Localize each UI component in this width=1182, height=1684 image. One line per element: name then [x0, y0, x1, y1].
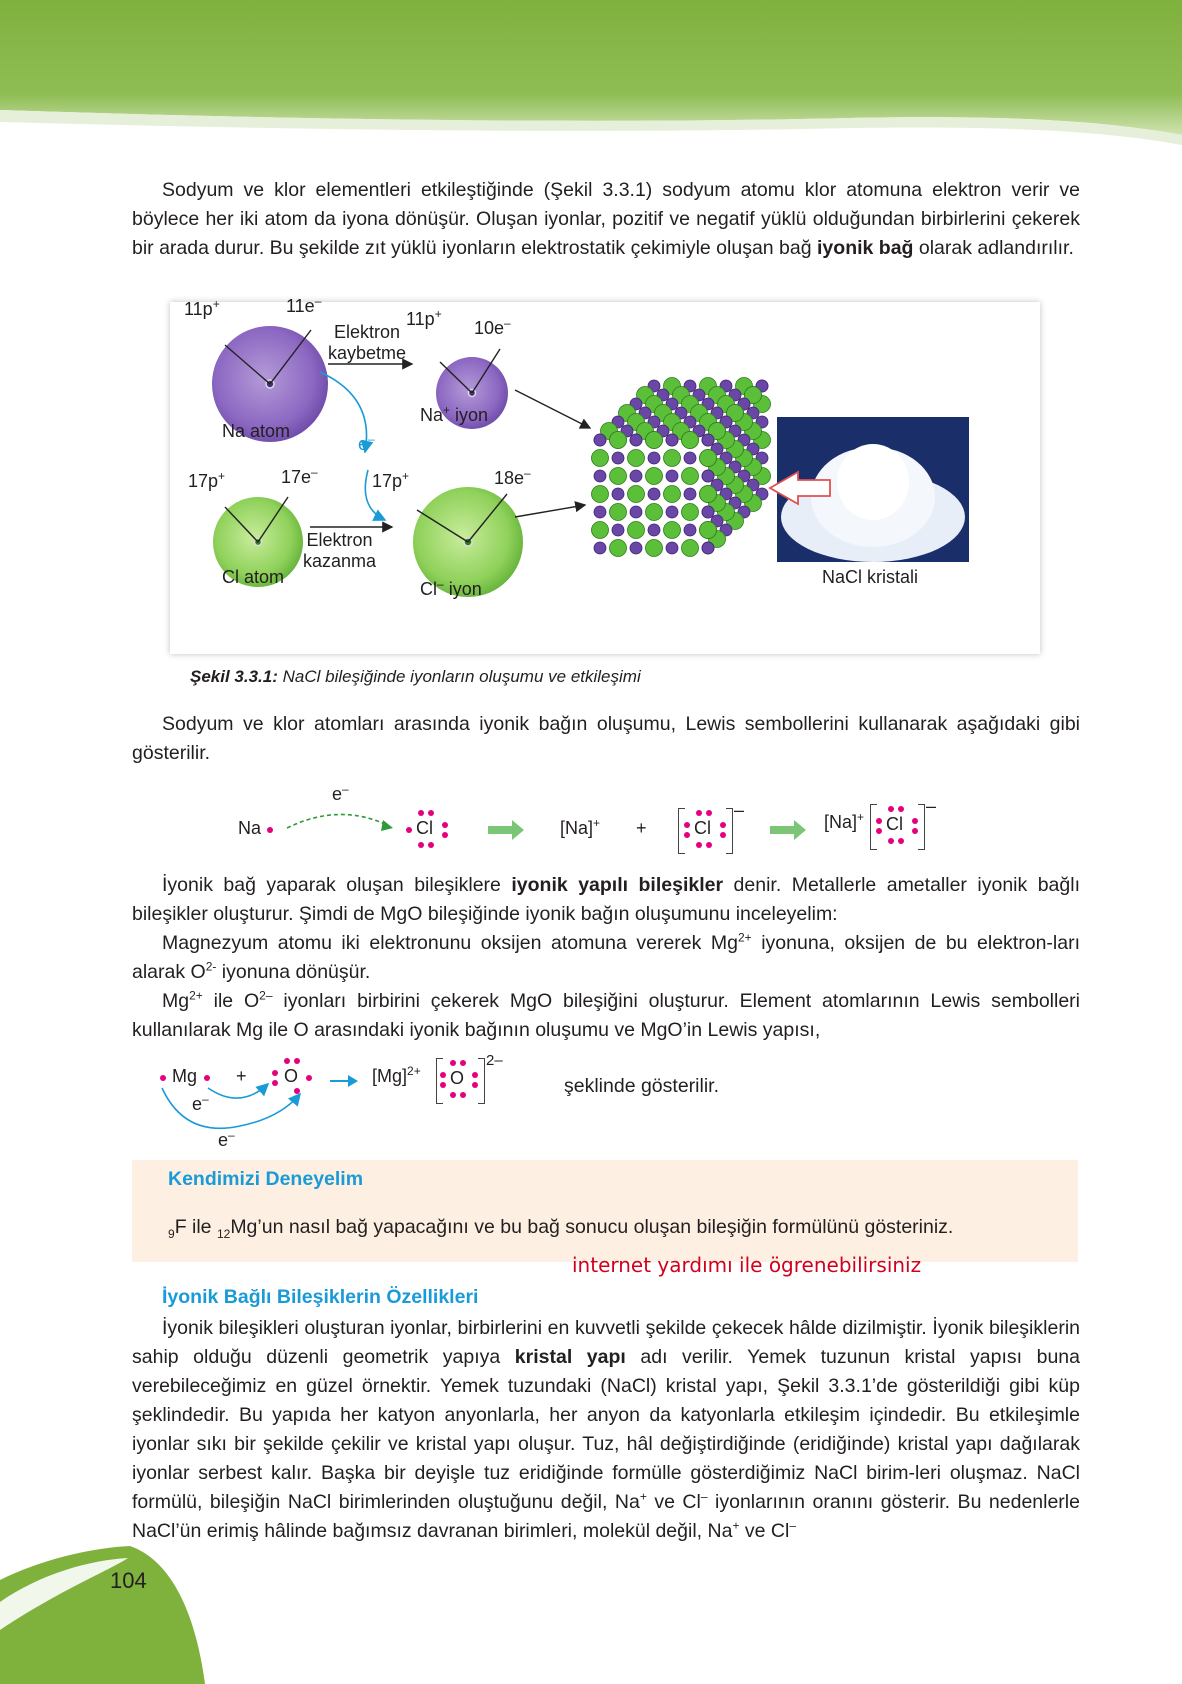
- ionic-compounds-text: İyonik bağ yaparak oluşan bileşiklere iyonik yapılı bileşikler denir. Metallerle ametaller iyonik bağlı bileşikler oluşturur. Şimdi de MgO bileşiğinde iyonik bağın oluşumunu inceleyelim: Magnezyum atomu iki elektronunu oksijen atomuna vererek $Mg^{2+}$ iyonuna, oksijen de bu elektron-ları alarak $O^{2-}$ iyonuna dönüşür. $Mg^{2+}$ ile $O^{2-}$ iyonları birbirini çekerek MgO bileşiğini oluşturur. Element atomlarının Lewis sembolleri kullanılarak Mg ile O arasındaki iyonik bağının oluşumu ve MgO’in Lewis yapısı,: [132, 874, 1081, 1041]
- label-cl-ion: Cl– iyon: [420, 577, 482, 599]
- electron-transfer-arrow: [285, 802, 405, 838]
- lewis-product-na: [Na]+: [824, 810, 865, 832]
- try-yourself-title: Kendimizi Deneyelim: [168, 1168, 364, 1190]
- lewis-product-charge: –: [926, 796, 937, 816]
- lewis-o-ion: O: [450, 1068, 465, 1088]
- mgo-reaction-arrow: [330, 1074, 360, 1088]
- lewis-electron: e–: [332, 782, 349, 804]
- mgo-electron-arrows: [150, 1058, 330, 1148]
- properties-paragraph: İyonik bileşikleri oluşturan iyonlar, birbirlerini en kuvvetli şekilde çekecek hâlde dizilmiştir. İyonik bileşiklerin sahip olduğu düzenli geometrik yapıya kristal yapı adı verilir. Yemek tuzunun kristal yapısı buna verebileceğimiz en güzel örnektir. Yemek tuzundaki (NaCl) kristal yapı, Şekil 3.3.1’de gösterildiği gibi küp şeklindedir. Bu yapıda her katyon anyonlarla, her anyon da katyonlarla etkileşim içindedir. Bu etkileşimle iyonlar sıkı bir şekilde çekilir ve kristal yapı oluşur. Tuz, hâl değiştirdiğinde (eridiğinde) kristal yapı dağılarak iyonlar serbest kalır. Başka bir deyişle tuz eridiğinde formülle gösterdiğimiz NaCl birim-leri oluşmaz. NaCl formülü, bileşiğin NaCl birimlerinden oluştuğunu değil, Na+ ve Cl– iyonlarının oranını gösterir. Bu nedenlerle NaCl’ün erimiş hâlinde bağımsız davranan birimleri, molekül değil, Na+ ve Cl–: [132, 1317, 1080, 1542]
- label-cl-atom-protons: 17p+: [188, 469, 226, 491]
- nacl-crystal-lattice: [592, 378, 771, 557]
- label-na-atom: Na atom: [222, 421, 291, 441]
- label-na-ion-protons: 11p+: [406, 307, 442, 329]
- bold-term-ionic-compounds: iyonik yapılı bileşikler: [511, 874, 724, 896]
- try-yourself-box: [132, 1160, 1078, 1262]
- lewis-cl-atom: Cl: [416, 818, 433, 838]
- figure-nacl-formation: [170, 294, 1040, 654]
- properties-heading: İyonik Bağlı Bileşiklerin Özellikleri: [162, 1286, 479, 1308]
- lewis-mg: Mg: [172, 1066, 198, 1086]
- lewis-na-ion: [Na]+: [560, 816, 601, 838]
- lewis-mgo-electron-1: e–: [192, 1092, 209, 1114]
- lewis-cl-ion-charge: –: [734, 800, 745, 820]
- lewis-mgo-plus: +: [236, 1066, 247, 1086]
- label-cl-ion-electrons: 18e–: [494, 466, 531, 488]
- lewis-o-atom: O: [284, 1066, 299, 1086]
- label-cl-ion-protons: 17p+: [372, 469, 410, 491]
- bold-term-crystal: kristal yapı: [514, 1346, 626, 1368]
- figure-caption: Şekil 3.3.1: NaCl bileşiğinde iyonların oluşumu ve etkileşimi: [190, 667, 641, 686]
- label-electron: e–: [358, 432, 375, 454]
- mgo-suffix-text: şeklinde gösterilir.: [564, 1075, 719, 1097]
- label-cl-atom: Cl atom: [222, 567, 285, 587]
- reaction-arrow-2: [770, 820, 808, 840]
- label-na-atom-protons: 11p+: [184, 297, 220, 319]
- page-number: 104: [110, 1568, 147, 1593]
- lewis-plus: +: [636, 818, 647, 838]
- label-nacl-crystal: NaCl kristali: [822, 567, 919, 587]
- nacl-lewis-equation: [230, 780, 950, 860]
- label-electron-loss: Elektron kaybetme: [328, 322, 407, 363]
- header-wave: [0, 0, 1182, 150]
- lewis-intro-paragraph: Sodyum ve klor atomları arasında iyonik bağın oluşumu, Lewis sembollerini kullanarak aşağıdaki gibi gösterilir.: [132, 713, 1080, 764]
- bold-term-iyonik-bag: iyonik bağ: [817, 237, 914, 259]
- label-na-ion-electrons: 10e–: [474, 316, 511, 338]
- lewis-mg-ion: $[Mg]^{2+}$: [372, 1064, 421, 1086]
- page-corner: [0, 1540, 220, 1684]
- handwritten-note: internet yardımı ile ögrenebilirsiniz: [572, 1253, 922, 1277]
- lewis-na: Na: [238, 818, 262, 838]
- try-yourself-question: $_9$F ile $_{12}$Mg’un nasıl bağ yapacağını ve bu bağ sonucu oluşan bileşiğin formülünü gösteriniz.: [168, 1216, 954, 1241]
- mgo-lewis-equation: [150, 1052, 750, 1158]
- label-na-ion: Na+ iyon: [420, 403, 489, 425]
- lewis-o-ion-charge: 2–: [486, 1052, 503, 1069]
- intro-paragraph: Sodyum ve klor elementleri etkileştiğinde (Şekil 3.3.1) sodyum atomu klor atomuna elektron verir ve böylece her iki atom da iyona dönüşür. Oluşan iyonlar, pozitif ve negatif yüklü olduğundan birbirlerini çekerek bir arada durur. Bu şekilde zıt yüklü iyonların elektrostatik çekimiyle oluşan bağ iyonik bağ olarak adlandırılır.: [132, 179, 1080, 259]
- lewis-product-cl: Cl: [886, 814, 903, 834]
- lewis-cl-ion: Cl: [694, 818, 711, 838]
- label-cl-atom-electrons: 17e–: [281, 465, 318, 487]
- lewis-mgo-electron-2: e–: [218, 1128, 235, 1150]
- label-electron-gain: Elektron kazanma: [303, 530, 377, 571]
- label-na-atom-electrons: 11e–: [286, 294, 322, 316]
- reaction-arrow-1: [488, 820, 526, 840]
